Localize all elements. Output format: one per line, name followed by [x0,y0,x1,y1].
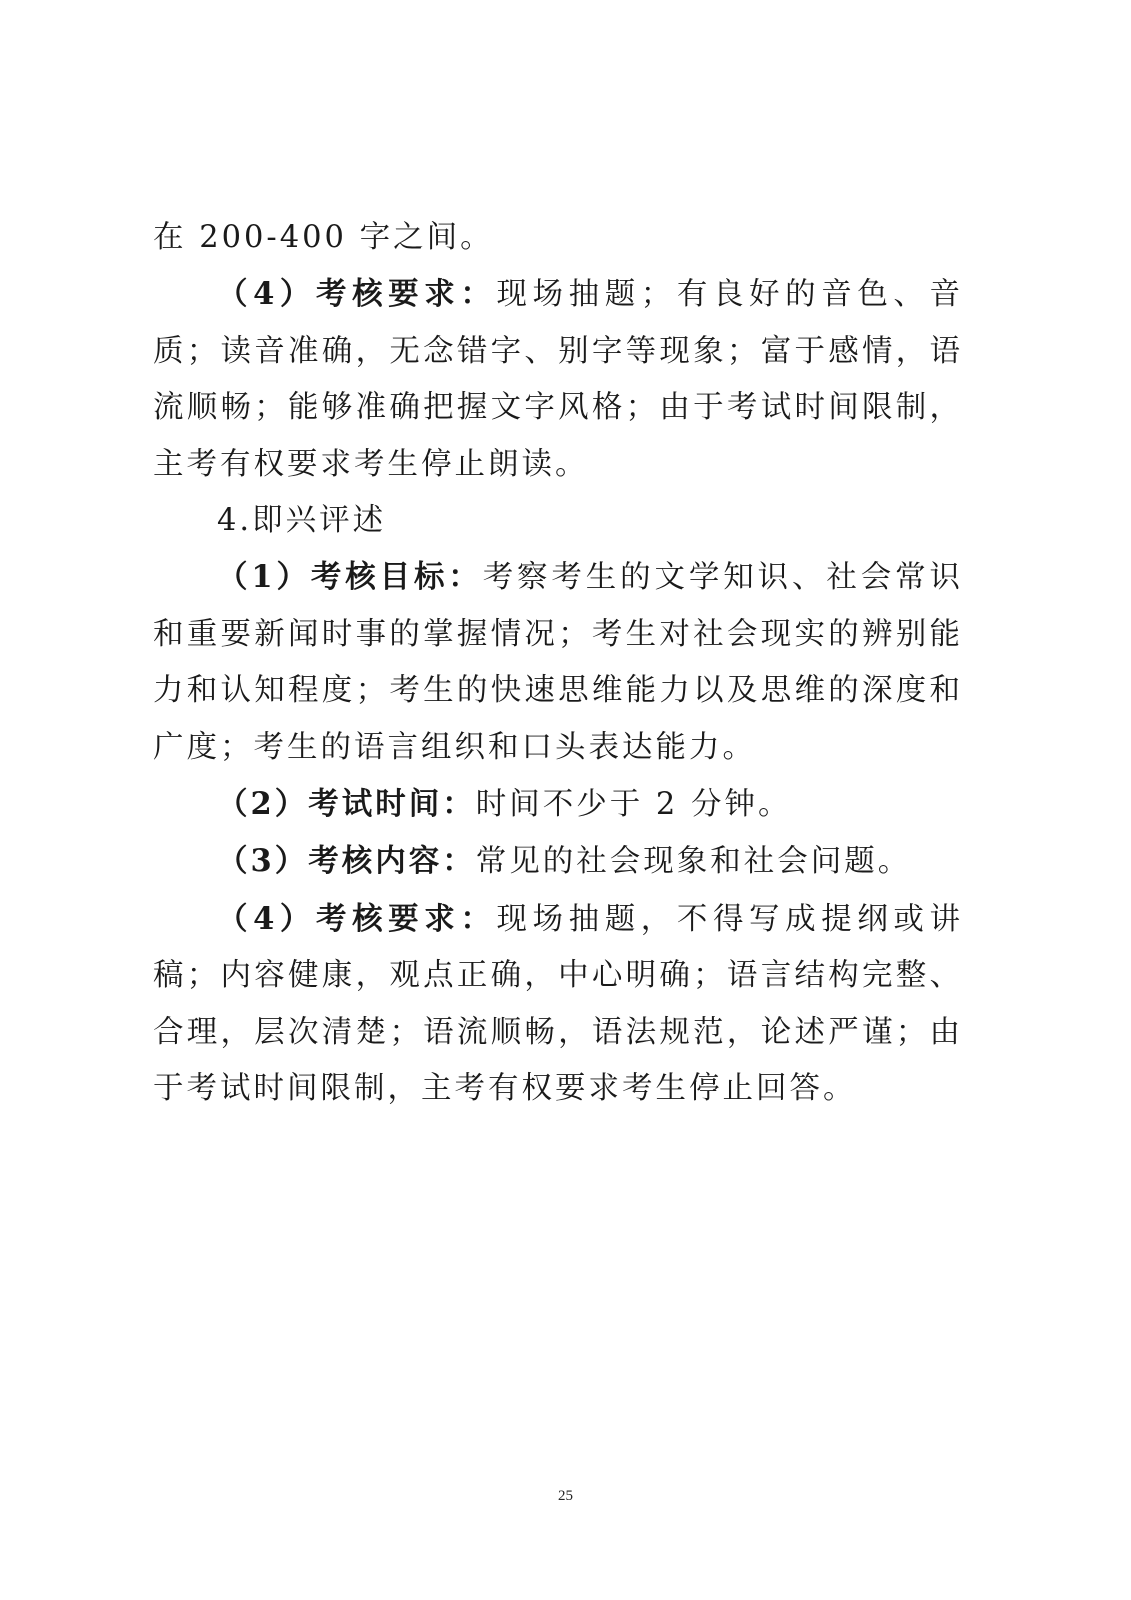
section-heading-impromptu-commentary [153,493,963,549]
paragraph-exam-time [153,776,963,833]
paragraph-text: 在 200-400 字之间。 [153,220,494,255]
paragraph-lead: （4）考核要求： [217,276,497,313]
paragraph-text: 现场抽题，不得写成提纲或讲稿；内容健康，观点正确，中心明确；语言结构完整、合理，层次清楚；语流顺畅，语法规范，论述严谨；由于考试时间限制，主考有权要求考生停止回答。 [153,901,963,1107]
paragraph-assessment-goals [153,549,963,776]
paragraph-recitation-requirements [153,266,963,493]
paragraph-commentary-requirements [153,891,963,1118]
paragraph-lead: （3）考核内容： [217,843,476,880]
body-text [153,210,963,1118]
paragraph-continuation [153,210,963,266]
paragraph-text: 常见的社会现象和社会问题。 [475,844,912,880]
paragraph-text: 考察考生的文学知识、社会常识和重要新闻时事的掌握情况；考生对社会现实的辨别能力和认知程度；考生的快速思维能力以及思维的深度和广度；考生的语言组织和口头表达能力。 [153,560,963,765]
paragraph-text: 现场抽题；有良好的音色、音质；读音准确，无念错字、别字等现象；富于感情，语流顺畅；能够准确把握文字风格；由于考试时间限制，主考有权要求考生停止朗读。 [153,277,963,482]
page-number: 25 [558,1488,573,1504]
section-heading-text: 4.即兴评述 [217,503,387,539]
paragraph-lead: （2）考试时间： [217,786,476,823]
paragraph-lead: （1）考核目标： [217,559,483,596]
paragraph-lead: （4）考核要求： [217,900,497,937]
paragraph-assessment-content [153,833,963,890]
paragraph-text: 时间不少于 2 分钟。 [475,787,792,823]
